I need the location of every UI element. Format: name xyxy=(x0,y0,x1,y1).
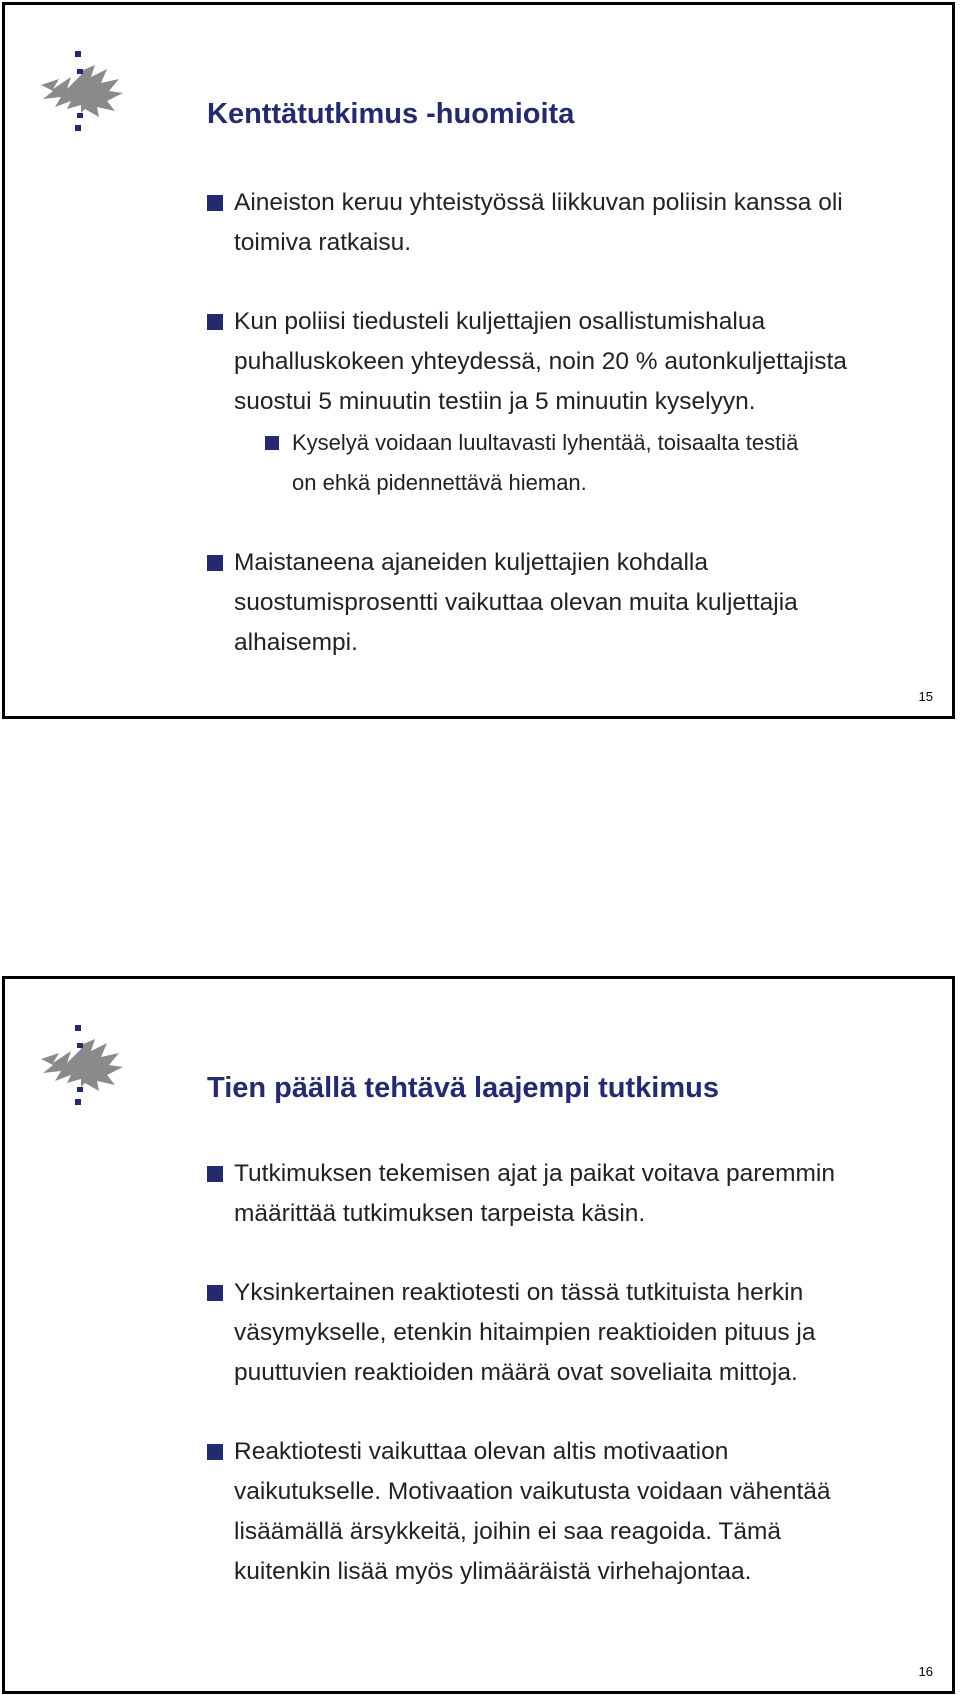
page-number: 16 xyxy=(918,1664,933,1679)
bullet-line: suostumisprosentti vaikuttaa olevan muita kuljettajia xyxy=(234,589,798,616)
bullet-item xyxy=(207,1273,816,1393)
bullet-line: puuttuvien reaktioiden määrä ovat soveliaita mittoja. xyxy=(234,1359,798,1386)
page-number: 15 xyxy=(918,689,933,704)
slide-title: Tien päällä tehtävä laajempi tutkimus xyxy=(207,1072,719,1104)
bullet-line: Aineiston keruu yhteistyössä liikkuvan poliisin kanssa oli xyxy=(234,189,843,216)
bullet-line: Kyselyä voidaan luultavasti lyhentää, toisaalta testiä xyxy=(292,430,799,455)
bullet-line: väsymykselle, etenkin hitaimpien reaktioiden pituus ja xyxy=(234,1319,816,1346)
bullet-line: suostui 5 minuutin testiin ja 5 minuutin kyselyyn. xyxy=(234,388,756,415)
bullet-line: Kun poliisi tiedusteli kuljettajien osallistumishalua xyxy=(234,308,766,335)
university-flame-logo-icon xyxy=(37,1023,125,1107)
bullet-line: puhalluskokeen yhteydessä, noin 20 % autonkuljettajista xyxy=(234,348,847,375)
bullet-line: vaikutukselle. Motivaation vaikutusta voidaan vähentää xyxy=(234,1478,831,1505)
square-bullet-icon xyxy=(207,1444,223,1460)
bullet-item xyxy=(207,1154,835,1234)
bullet-line: Tutkimuksen tekemisen ajat ja paikat voitava paremmin xyxy=(234,1160,835,1187)
bullet-line: kuitenkin lisää myös ylimääräistä virhehajontaa. xyxy=(234,1558,752,1585)
bullet-item xyxy=(207,183,843,263)
bullet-line: määrittää tutkimuksen tarpeista käsin. xyxy=(234,1200,646,1227)
bullet-line: Maistaneena ajaneiden kuljettajien kohdalla xyxy=(234,549,709,576)
bullet-item xyxy=(207,543,798,663)
bullet-item xyxy=(207,302,847,422)
bullet-line: Yksinkertainen reaktiotesti on tässä tutkituista herkin xyxy=(234,1279,804,1306)
bullet-line: lisäämällä ärsykkeitä, joihin ei saa reagoida. Tämä xyxy=(234,1518,781,1545)
square-bullet-icon xyxy=(265,436,279,450)
square-bullet-icon xyxy=(207,1166,223,1182)
square-bullet-icon xyxy=(207,314,223,330)
bullet-line: Reaktiotesti vaikuttaa olevan altis motivaation xyxy=(234,1438,729,1465)
university-flame-logo-icon xyxy=(37,49,125,133)
bullet-line: toimiva ratkaisu. xyxy=(234,229,412,256)
square-bullet-icon xyxy=(207,555,223,571)
slide-title: Kenttätutkimus -huomioita xyxy=(207,98,575,130)
bullet-line: alhaisempi. xyxy=(234,629,358,656)
slide-16 xyxy=(2,976,955,1694)
square-bullet-icon xyxy=(207,1285,223,1301)
square-bullet-icon xyxy=(207,195,223,211)
sub-bullet-item xyxy=(265,423,798,503)
bullet-item xyxy=(207,1432,831,1592)
slide-15 xyxy=(2,2,955,719)
bullet-line: on ehkä pidennettävä hieman. xyxy=(292,470,587,495)
